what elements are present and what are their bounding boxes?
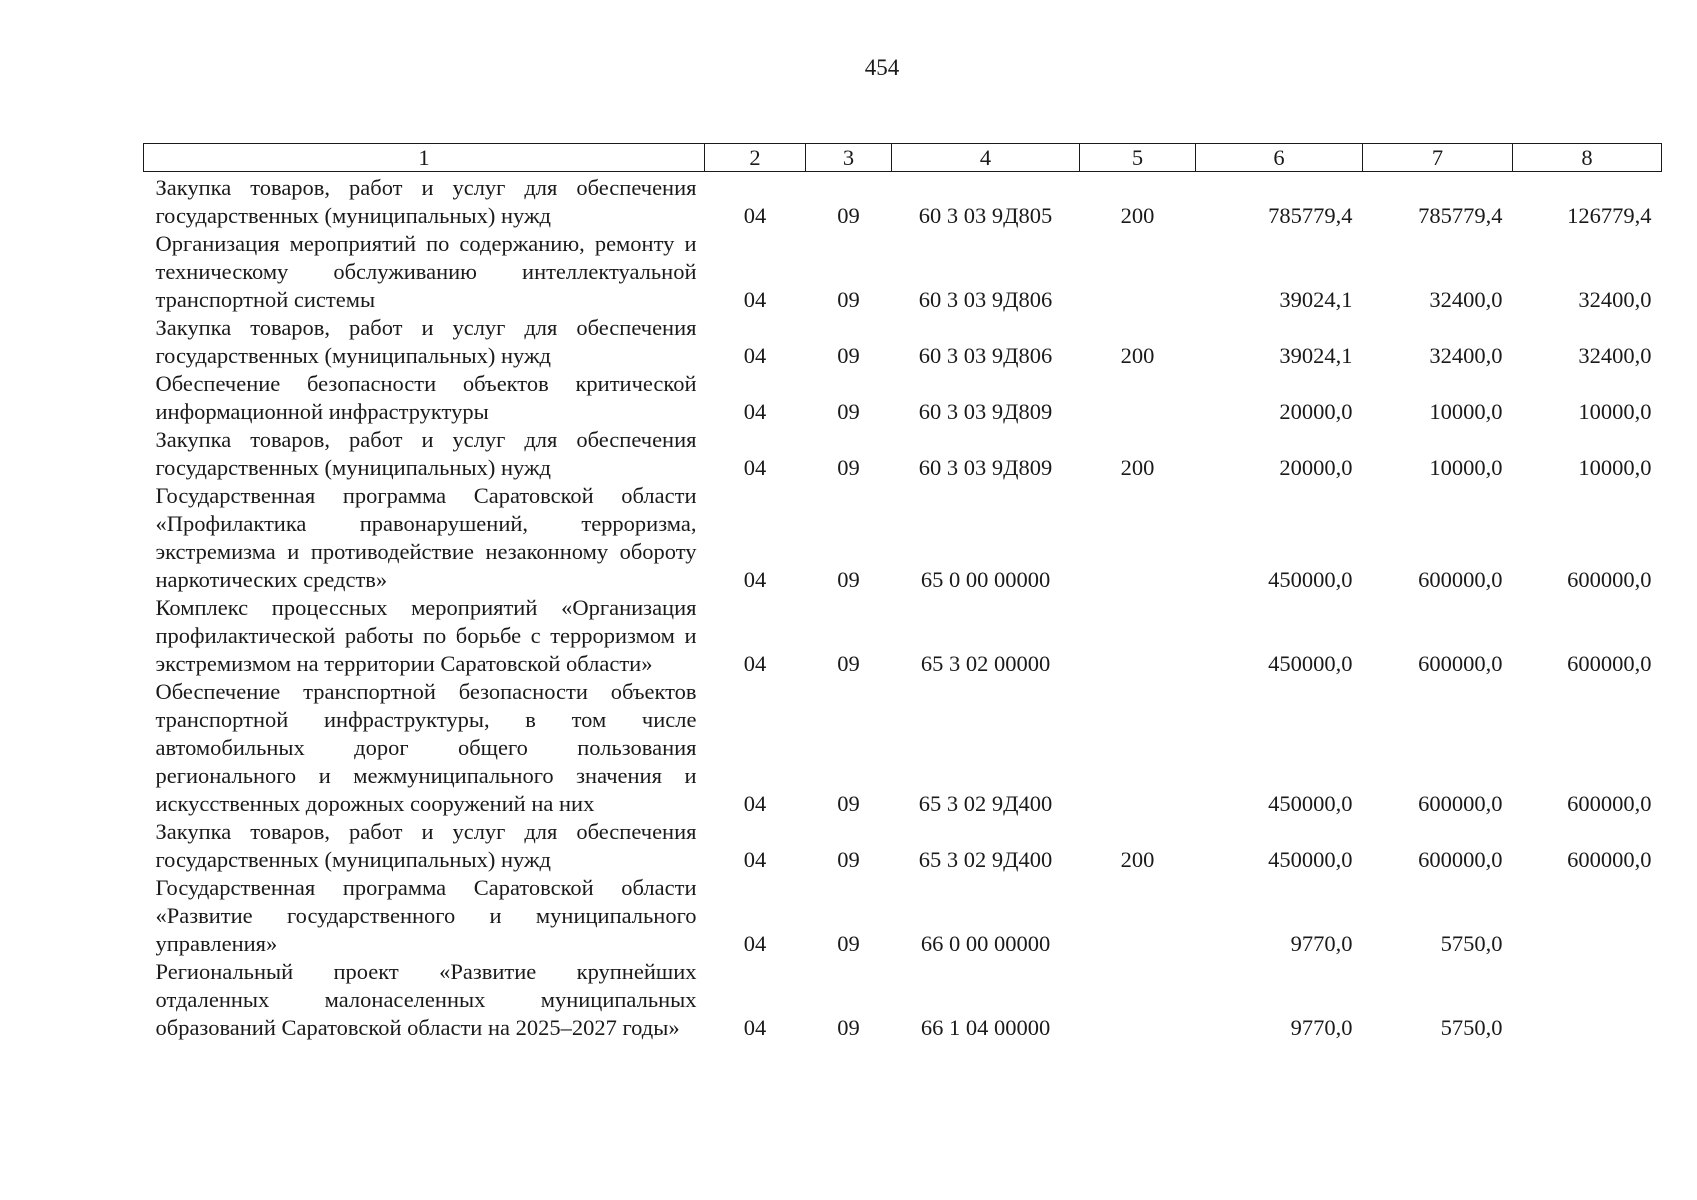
description-cell: Организация мероприятий по содержанию, ремонту и техническому обслуживанию интеллектуальной транспортной системы — [155, 231, 697, 312]
subsection-cell: 09 — [837, 455, 860, 480]
amount-col7-cell: 5750,0 — [1440, 931, 1503, 956]
subsection-cell: 09 — [837, 1015, 860, 1040]
description-cell: Обеспечение транспортной безопасности объектов транспортной инфраструктуры, в том числе автомобильных дорог общего пользования регионального и межмуниципального значения и искусственных дорожных сооружений на них — [155, 679, 697, 816]
description-cell: Обеспечение безопасности объектов критической информационной инфраструктуры — [155, 371, 697, 424]
table-row — [144, 678, 1662, 818]
table-row — [144, 818, 1662, 874]
amount-col6-cell: 20000,0 — [1279, 455, 1353, 480]
section-cell: 04 — [743, 203, 767, 228]
amount-col8-cell: 600000,0 — [1567, 847, 1652, 872]
description-cell: Закупка товаров, работ и услуг для обеспечения государственных (муниципальных) нужд — [155, 315, 697, 368]
section-cell: 04 — [743, 567, 767, 592]
table-row — [144, 172, 1662, 231]
amount-col8-cell: 10000,0 — [1578, 399, 1652, 424]
section-cell: 04 — [743, 455, 767, 480]
target-article-cell: 65 3 02 00000 — [920, 651, 1051, 676]
column-header: 2 — [705, 144, 806, 172]
target-article-cell: 66 0 00 00000 — [920, 931, 1051, 956]
section-cell: 04 — [743, 651, 767, 676]
amount-col8-cell: 10000,0 — [1578, 455, 1652, 480]
amount-col8-cell: 600000,0 — [1567, 791, 1652, 816]
subsection-cell: 09 — [837, 567, 860, 592]
target-article-cell: 66 1 04 00000 — [920, 1015, 1051, 1040]
amount-col8-cell: 600000,0 — [1567, 567, 1652, 592]
budget-table — [143, 143, 1662, 1042]
section-cell: 04 — [743, 847, 767, 872]
amount-col8-cell: 32400,0 — [1578, 343, 1652, 368]
expense-type-cell: 200 — [1120, 455, 1155, 480]
subsection-cell: 09 — [837, 343, 860, 368]
table-row — [144, 314, 1662, 370]
amount-col8-cell: 32400,0 — [1578, 287, 1652, 312]
section-cell: 04 — [743, 791, 767, 816]
amount-col8-cell — [1513, 874, 1662, 958]
column-header: 6 — [1196, 144, 1363, 172]
amount-col7-cell: 785779,4 — [1418, 203, 1503, 228]
amount-col7-cell: 5750,0 — [1440, 1015, 1503, 1040]
target-article-cell: 65 3 02 9Д400 — [918, 847, 1053, 872]
column-header: 7 — [1363, 144, 1513, 172]
target-article-cell: 65 3 02 9Д400 — [918, 791, 1053, 816]
subsection-cell: 09 — [837, 399, 860, 424]
amount-col6-cell: 450000,0 — [1268, 651, 1353, 676]
expense-type-cell — [1080, 482, 1196, 594]
table-row — [144, 370, 1662, 426]
amount-col7-cell: 600000,0 — [1418, 791, 1503, 816]
amount-col6-cell: 20000,0 — [1279, 399, 1353, 424]
subsection-cell: 09 — [837, 203, 860, 228]
expense-type-cell: 200 — [1120, 203, 1155, 228]
description-cell: Государственная программа Саратовской области «Профилактика правонарушений, терроризма, экстремизма и противодействие незаконному обороту наркотических средств» — [155, 483, 697, 592]
amount-col8-cell — [1513, 958, 1662, 1042]
amount-col6-cell: 9770,0 — [1290, 931, 1353, 956]
section-cell: 04 — [743, 287, 767, 312]
target-article-cell: 60 3 03 9Д805 — [918, 203, 1053, 228]
expense-type-cell — [1080, 958, 1196, 1042]
target-article-cell: 60 3 03 9Д806 — [918, 343, 1053, 368]
table-row — [144, 874, 1662, 958]
table-row — [144, 594, 1662, 678]
amount-col7-cell: 32400,0 — [1429, 343, 1503, 368]
column-header: 8 — [1513, 144, 1662, 172]
description-cell: Закупка товаров, работ и услуг для обеспечения государственных (муниципальных) нужд — [155, 819, 697, 872]
expense-type-cell — [1080, 594, 1196, 678]
subsection-cell: 09 — [837, 287, 860, 312]
table-row — [144, 426, 1662, 482]
target-article-cell: 60 3 03 9Д809 — [918, 455, 1053, 480]
amount-col8-cell: 600000,0 — [1567, 651, 1652, 676]
column-header: 1 — [144, 144, 705, 172]
expense-type-cell — [1080, 230, 1196, 314]
target-article-cell: 60 3 03 9Д809 — [918, 399, 1053, 424]
subsection-cell: 09 — [837, 847, 860, 872]
table-row — [144, 482, 1662, 594]
amount-col7-cell: 600000,0 — [1418, 567, 1503, 592]
section-cell: 04 — [743, 343, 767, 368]
expense-type-cell — [1080, 678, 1196, 818]
amount-col6-cell: 39024,1 — [1279, 343, 1353, 368]
subsection-cell: 09 — [837, 791, 860, 816]
amount-col6-cell: 450000,0 — [1268, 847, 1353, 872]
description-cell: Региональный проект «Развитие крупнейших отдаленных малонаселенных муниципальных образований Саратовской области на 2025–2027 годы» — [155, 959, 697, 1040]
subsection-cell: 09 — [837, 931, 860, 956]
amount-col7-cell: 10000,0 — [1429, 399, 1503, 424]
amount-col6-cell: 785779,4 — [1268, 203, 1353, 228]
amount-col7-cell: 600000,0 — [1418, 847, 1503, 872]
description-cell: Закупка товаров, работ и услуг для обеспечения государственных (муниципальных) нужд — [155, 427, 697, 480]
target-article-cell: 60 3 03 9Д806 — [918, 287, 1053, 312]
expense-type-cell: 200 — [1120, 343, 1155, 368]
section-cell: 04 — [743, 1015, 767, 1040]
amount-col8-cell: 126779,4 — [1567, 203, 1652, 228]
expense-type-cell — [1080, 874, 1196, 958]
column-header: 4 — [892, 144, 1080, 172]
page-number: 454 — [864, 55, 900, 80]
description-cell: Комплекс процессных мероприятий «Организация профилактической работы по борьбе с терроризмом и экстремизмом на территории Саратовской области» — [155, 595, 697, 676]
description-cell: Государственная программа Саратовской области «Развитие государственного и муниципального управления» — [155, 875, 697, 956]
expense-type-cell — [1080, 370, 1196, 426]
table-row — [144, 958, 1662, 1042]
table-row — [144, 230, 1662, 314]
table-header-row — [144, 144, 1662, 172]
amount-col6-cell: 39024,1 — [1279, 287, 1353, 312]
amount-col7-cell: 10000,0 — [1429, 455, 1503, 480]
amount-col6-cell: 450000,0 — [1268, 567, 1353, 592]
amount-col7-cell: 600000,0 — [1418, 651, 1503, 676]
target-article-cell: 65 0 00 00000 — [920, 567, 1051, 592]
amount-col7-cell: 32400,0 — [1429, 287, 1503, 312]
section-cell: 04 — [743, 399, 767, 424]
amount-col6-cell: 9770,0 — [1290, 1015, 1353, 1040]
column-header: 5 — [1080, 144, 1196, 172]
amount-col6-cell: 450000,0 — [1268, 791, 1353, 816]
column-header: 3 — [806, 144, 892, 172]
section-cell: 04 — [743, 931, 767, 956]
expense-type-cell: 200 — [1120, 847, 1155, 872]
description-cell: Закупка товаров, работ и услуг для обеспечения государственных (муниципальных) нужд — [155, 175, 697, 228]
subsection-cell: 09 — [837, 651, 860, 676]
